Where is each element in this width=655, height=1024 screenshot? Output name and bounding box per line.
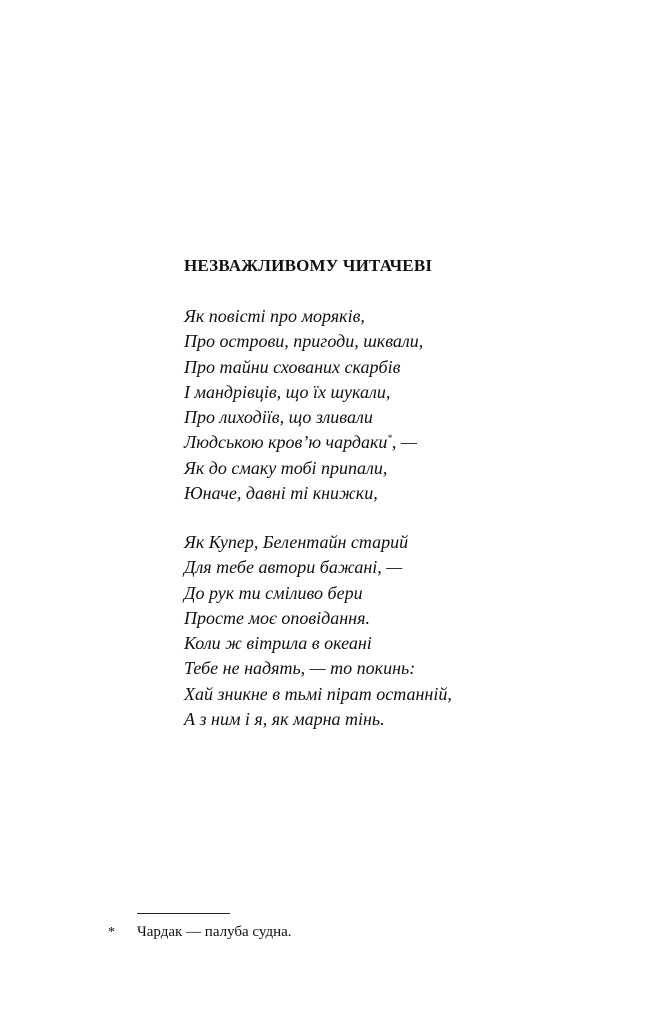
poem-line: Коли ж вітрила в океані xyxy=(184,633,372,654)
poem-line-text: Людською кров’ю чардаки xyxy=(184,432,388,453)
footnote xyxy=(108,924,292,941)
poem-title: НЕЗВАЖЛИВОМУ ЧИТАЧЕВІ xyxy=(184,256,433,275)
poem-line: До рук ти сміливо бери xyxy=(184,582,363,603)
poem-line: Про тайни схованих скарбів xyxy=(184,356,401,377)
poem-line: Тебе не надять, — то покинь: xyxy=(184,658,416,679)
poem-line: Як до смаку тобі припали, xyxy=(184,457,388,478)
stanza-2 xyxy=(184,530,452,732)
poem-line: Як повісті про моряків, xyxy=(184,306,365,326)
poem-line: Про лиходіїв, що зливали xyxy=(184,407,373,428)
poem-line-ending: , — xyxy=(391,432,417,453)
footnote-divider xyxy=(137,913,230,914)
poem-line: Для тебе автори бажані, — xyxy=(184,557,403,578)
poem-line: Як Купер, Белентайн старий xyxy=(184,532,409,552)
footnote-text: Чардак — палуба судна. xyxy=(137,924,292,940)
poem-line: А з ним і я, як марна тінь. xyxy=(184,709,385,730)
footnote-marker[interactable]: * xyxy=(387,433,392,444)
poem-line: Просте моє оповідання. xyxy=(184,607,370,628)
stanza-1 xyxy=(184,304,423,506)
poem-line: Хай зникне в тьмі пірат останній, xyxy=(184,683,452,704)
poem-line: Про острови, пригоди, шквали, xyxy=(184,331,424,352)
poem-line: Юначе, давні ті книжки, xyxy=(184,483,378,504)
poem-line-with-footnote xyxy=(184,430,423,455)
footnote-symbol: * xyxy=(108,925,115,940)
poem-line: І мандрівців, що їх шукали, xyxy=(184,381,391,402)
